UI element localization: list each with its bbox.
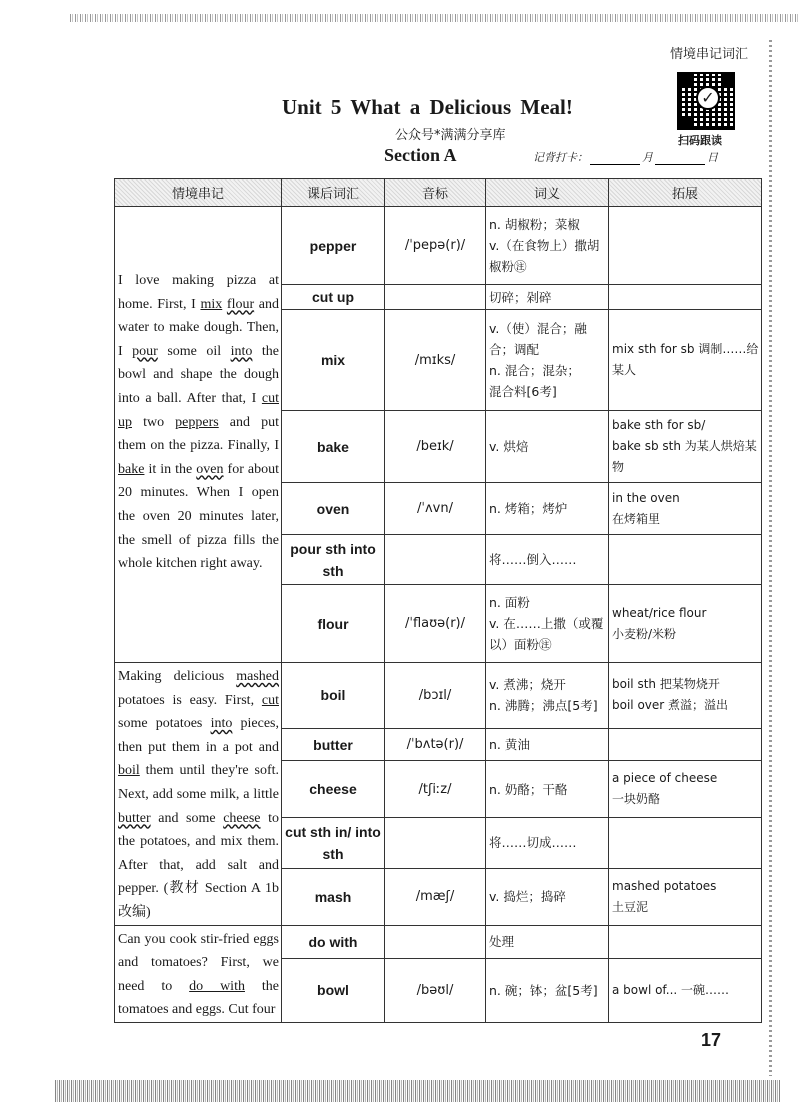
qr-caption: 扫码跟读 bbox=[678, 134, 722, 147]
extension-line: 一块奶酪 bbox=[612, 792, 661, 807]
vocab-extension bbox=[609, 483, 762, 535]
vocab-extension bbox=[609, 285, 762, 310]
vocab-extension bbox=[609, 207, 762, 285]
vocab-word: mix bbox=[282, 310, 385, 411]
sub-note: 公众号*满满分享库 bbox=[395, 128, 506, 143]
story-text: pour bbox=[132, 343, 158, 359]
vocab-phonetic bbox=[385, 535, 486, 585]
story-text: and some bbox=[150, 810, 224, 826]
checkin-month: 月 bbox=[642, 151, 653, 164]
meaning-line: 将……切成…… bbox=[489, 835, 577, 851]
vocab-meaning bbox=[486, 761, 609, 817]
vocab-meaning bbox=[486, 925, 609, 958]
table-row bbox=[115, 925, 762, 958]
story-text: cut up bbox=[118, 390, 279, 430]
header-meaning: 词义 bbox=[486, 179, 609, 207]
meaning-line: n. 面粉 bbox=[489, 595, 530, 610]
header-word: 课后词汇 bbox=[282, 179, 385, 207]
vocab-word: cheese bbox=[282, 761, 385, 817]
day-blank[interactable] bbox=[655, 153, 705, 165]
extension-line: wheat/rice flour bbox=[612, 605, 707, 620]
meaning-line: v. 烘焙 bbox=[489, 439, 529, 454]
vocab-phonetic: /ˈbʌtə(r)/ bbox=[385, 728, 486, 761]
story-text: the tomatoes and eggs. Cut four bbox=[118, 978, 279, 1018]
story-text: to the potatoes, and mix them. After that, add salt and pepper. (教材 Section A 1b 改编) bbox=[118, 810, 279, 920]
vocab-meaning bbox=[486, 817, 609, 868]
meaning-line: v. 捣烂；捣碎 bbox=[489, 889, 566, 905]
check-icon: ✓ bbox=[696, 86, 720, 110]
section-title: Section A bbox=[384, 145, 457, 165]
vocab-phonetic bbox=[385, 285, 486, 310]
vocab-extension bbox=[609, 411, 762, 483]
vocab-body bbox=[115, 207, 762, 1023]
vocab-extension bbox=[609, 761, 762, 817]
vocab-phonetic bbox=[385, 817, 486, 868]
vocab-table bbox=[114, 178, 762, 1023]
story-text: do with bbox=[189, 978, 245, 994]
story-text: mashed bbox=[236, 669, 279, 684]
running-head: 情境串记词汇 bbox=[669, 47, 748, 62]
vocab-word: do with bbox=[282, 925, 385, 958]
extension-line: bake sb sth 为某人烘焙某物 bbox=[612, 439, 757, 474]
extension-line: a bowl of... 一碗…… bbox=[612, 982, 730, 997]
vocab-meaning bbox=[486, 535, 609, 585]
vocab-word: oven bbox=[282, 483, 385, 535]
story-text: Making delicious bbox=[118, 669, 237, 684]
table-row bbox=[115, 663, 762, 729]
extension-line: 在烤箱里 bbox=[612, 511, 661, 526]
story-text: and put them on the pizza. Finally, I bbox=[118, 414, 279, 454]
story-text: it in the bbox=[144, 461, 197, 477]
meaning-line: 切碎；剁碎 bbox=[489, 289, 552, 305]
vocab-meaning bbox=[486, 728, 609, 761]
vocab-word: mash bbox=[282, 869, 385, 925]
meaning-line: n. 黄油 bbox=[489, 737, 530, 753]
vocab-meaning bbox=[486, 958, 609, 1022]
meaning-line: v.（在食物上）撒胡椒粉㊟ bbox=[489, 238, 600, 274]
meaning-line: n. 混合；混杂； bbox=[489, 363, 580, 378]
story-cell bbox=[115, 663, 282, 926]
vocab-extension bbox=[609, 817, 762, 868]
checkin-label: 记背打卡： bbox=[533, 151, 588, 164]
vocab-phonetic: /mɪks/ bbox=[385, 310, 486, 411]
story-text: into bbox=[210, 716, 233, 732]
story-text: them until they're soft. Next, add some milk, a little bbox=[118, 763, 279, 802]
vocab-meaning bbox=[486, 663, 609, 729]
story-cell bbox=[115, 925, 282, 1022]
header-extension: 拓展 bbox=[609, 179, 762, 207]
meaning-line: n. 烤箱；烤炉 bbox=[489, 501, 568, 516]
story-text: oven bbox=[196, 461, 224, 477]
story-text: and water to make dough. Then, I bbox=[118, 296, 280, 359]
vocab-meaning bbox=[486, 285, 609, 310]
vocab-phonetic: /beɪk/ bbox=[385, 411, 486, 483]
vocab-extension bbox=[609, 958, 762, 1022]
vocab-phonetic bbox=[385, 925, 486, 958]
vocab-meaning bbox=[486, 585, 609, 663]
vocab-phonetic: /tʃiːz/ bbox=[385, 761, 486, 817]
vocab-phonetic: /ˈʌvn/ bbox=[385, 483, 486, 535]
vocab-word: pepper bbox=[282, 207, 385, 285]
extension-line: boil over 煮溢；溢出 bbox=[612, 698, 729, 713]
checkin-line bbox=[533, 149, 718, 165]
vocab-meaning bbox=[486, 869, 609, 925]
vocab-word: cut up bbox=[282, 285, 385, 310]
vocab-word: bowl bbox=[282, 958, 385, 1022]
story-text: peppers bbox=[175, 414, 219, 430]
vocab-word: flour bbox=[282, 585, 385, 663]
vocab-extension bbox=[609, 585, 762, 663]
vocab-extension bbox=[609, 728, 762, 761]
story-text: flour bbox=[226, 296, 255, 312]
header-story: 情境串记 bbox=[115, 179, 282, 207]
story-text: into bbox=[230, 343, 253, 359]
meaning-line: 处理 bbox=[489, 934, 515, 950]
vocab-phonetic: /bɔɪl/ bbox=[385, 663, 486, 729]
extension-line: bake sth for sb/ bbox=[612, 418, 706, 432]
story-text: cut bbox=[261, 692, 279, 708]
vocab-extension bbox=[609, 869, 762, 925]
extension-line: mashed potatoes bbox=[612, 878, 717, 893]
vocab-meaning bbox=[486, 411, 609, 483]
vocab-phonetic: /ˈflaʊə(r)/ bbox=[385, 585, 486, 663]
vocab-phonetic: /bəʊl/ bbox=[385, 958, 486, 1022]
story-text: the bowl and shape the dough into a ball. After that, I bbox=[118, 343, 279, 406]
story-cell bbox=[115, 207, 282, 663]
vocab-word: bake bbox=[282, 411, 385, 483]
meaning-line: n. 沸腾；沸点[5考] bbox=[489, 698, 598, 714]
extension-line: a piece of cheese bbox=[612, 771, 718, 786]
story-text: two bbox=[132, 414, 176, 430]
meaning-line: n. 胡椒粉；菜椒 bbox=[489, 217, 580, 232]
vocab-word: butter bbox=[282, 728, 385, 761]
scan-noise-right bbox=[769, 40, 772, 1076]
table-header-row bbox=[115, 179, 762, 207]
story-text: cheese bbox=[223, 810, 261, 826]
extension-line: 小麦粉/米粉 bbox=[612, 626, 677, 641]
story-text: pieces, then put them in a pot and bbox=[118, 716, 279, 755]
vocab-meaning bbox=[486, 483, 609, 535]
table-row bbox=[115, 207, 762, 285]
extension-line: boil sth 把某物烧开 bbox=[612, 677, 720, 692]
meaning-line: v.（使）混合；融合；调配 bbox=[489, 321, 587, 357]
vocab-extension bbox=[609, 925, 762, 958]
story-text: for about 20 minutes. When I open the oven 20 minutes later, the smell of pizza fills the whole kitchen right away. bbox=[118, 461, 279, 572]
story-text: mix bbox=[200, 296, 223, 312]
story-text: some oil bbox=[157, 343, 231, 359]
scan-noise-bottom bbox=[55, 1080, 780, 1102]
month-blank[interactable] bbox=[590, 153, 640, 165]
vocab-extension bbox=[609, 535, 762, 585]
story-text: I love making pizza at home. First, I bbox=[118, 273, 279, 312]
unit-title: Unit 5 What a Delicious Meal! bbox=[282, 95, 573, 119]
scan-noise-top bbox=[70, 14, 800, 22]
vocab-phonetic: /mæʃ/ bbox=[385, 869, 486, 925]
story-text: some potatoes bbox=[118, 716, 211, 732]
vocab-meaning bbox=[486, 310, 609, 411]
story-text: boil bbox=[118, 763, 140, 779]
vocab-meaning bbox=[486, 207, 609, 285]
vocab-word: cut sth in/ into sth bbox=[282, 817, 385, 868]
meaning-line: 混合料[6考] bbox=[489, 384, 557, 399]
page-number: 17 bbox=[701, 1030, 722, 1050]
meaning-line: v. 煮沸；烧开 bbox=[489, 677, 566, 693]
story-text: Can you cook stir-fried eggs and tomatoes? First, we need to bbox=[118, 931, 279, 994]
vocab-extension bbox=[609, 310, 762, 411]
header-phonetic: 音标 bbox=[385, 179, 486, 207]
vocab-word: boil bbox=[282, 663, 385, 729]
story-text: bake bbox=[118, 461, 145, 477]
meaning-line: 将……倒入…… bbox=[489, 552, 577, 567]
checkin-day: 日 bbox=[707, 151, 718, 164]
story-text: butter bbox=[118, 810, 151, 826]
extension-line: in the oven bbox=[612, 490, 680, 505]
meaning-line: n. 奶酪；干酪 bbox=[489, 781, 568, 797]
meaning-line: n. 碗；钵；盆[5考] bbox=[489, 982, 598, 998]
vocab-extension bbox=[609, 663, 762, 729]
extension-line: 土豆泥 bbox=[612, 899, 649, 914]
story-text: potatoes is easy. First, bbox=[118, 692, 262, 708]
vocab-phonetic: /ˈpepə(r)/ bbox=[385, 207, 486, 285]
vocab-word: pour sth into sth bbox=[282, 535, 385, 585]
meaning-line: v. 在……上撒（或覆以）面粉㊟ bbox=[489, 616, 604, 652]
extension-line: mix sth for sb 调制……给某人 bbox=[612, 342, 759, 377]
